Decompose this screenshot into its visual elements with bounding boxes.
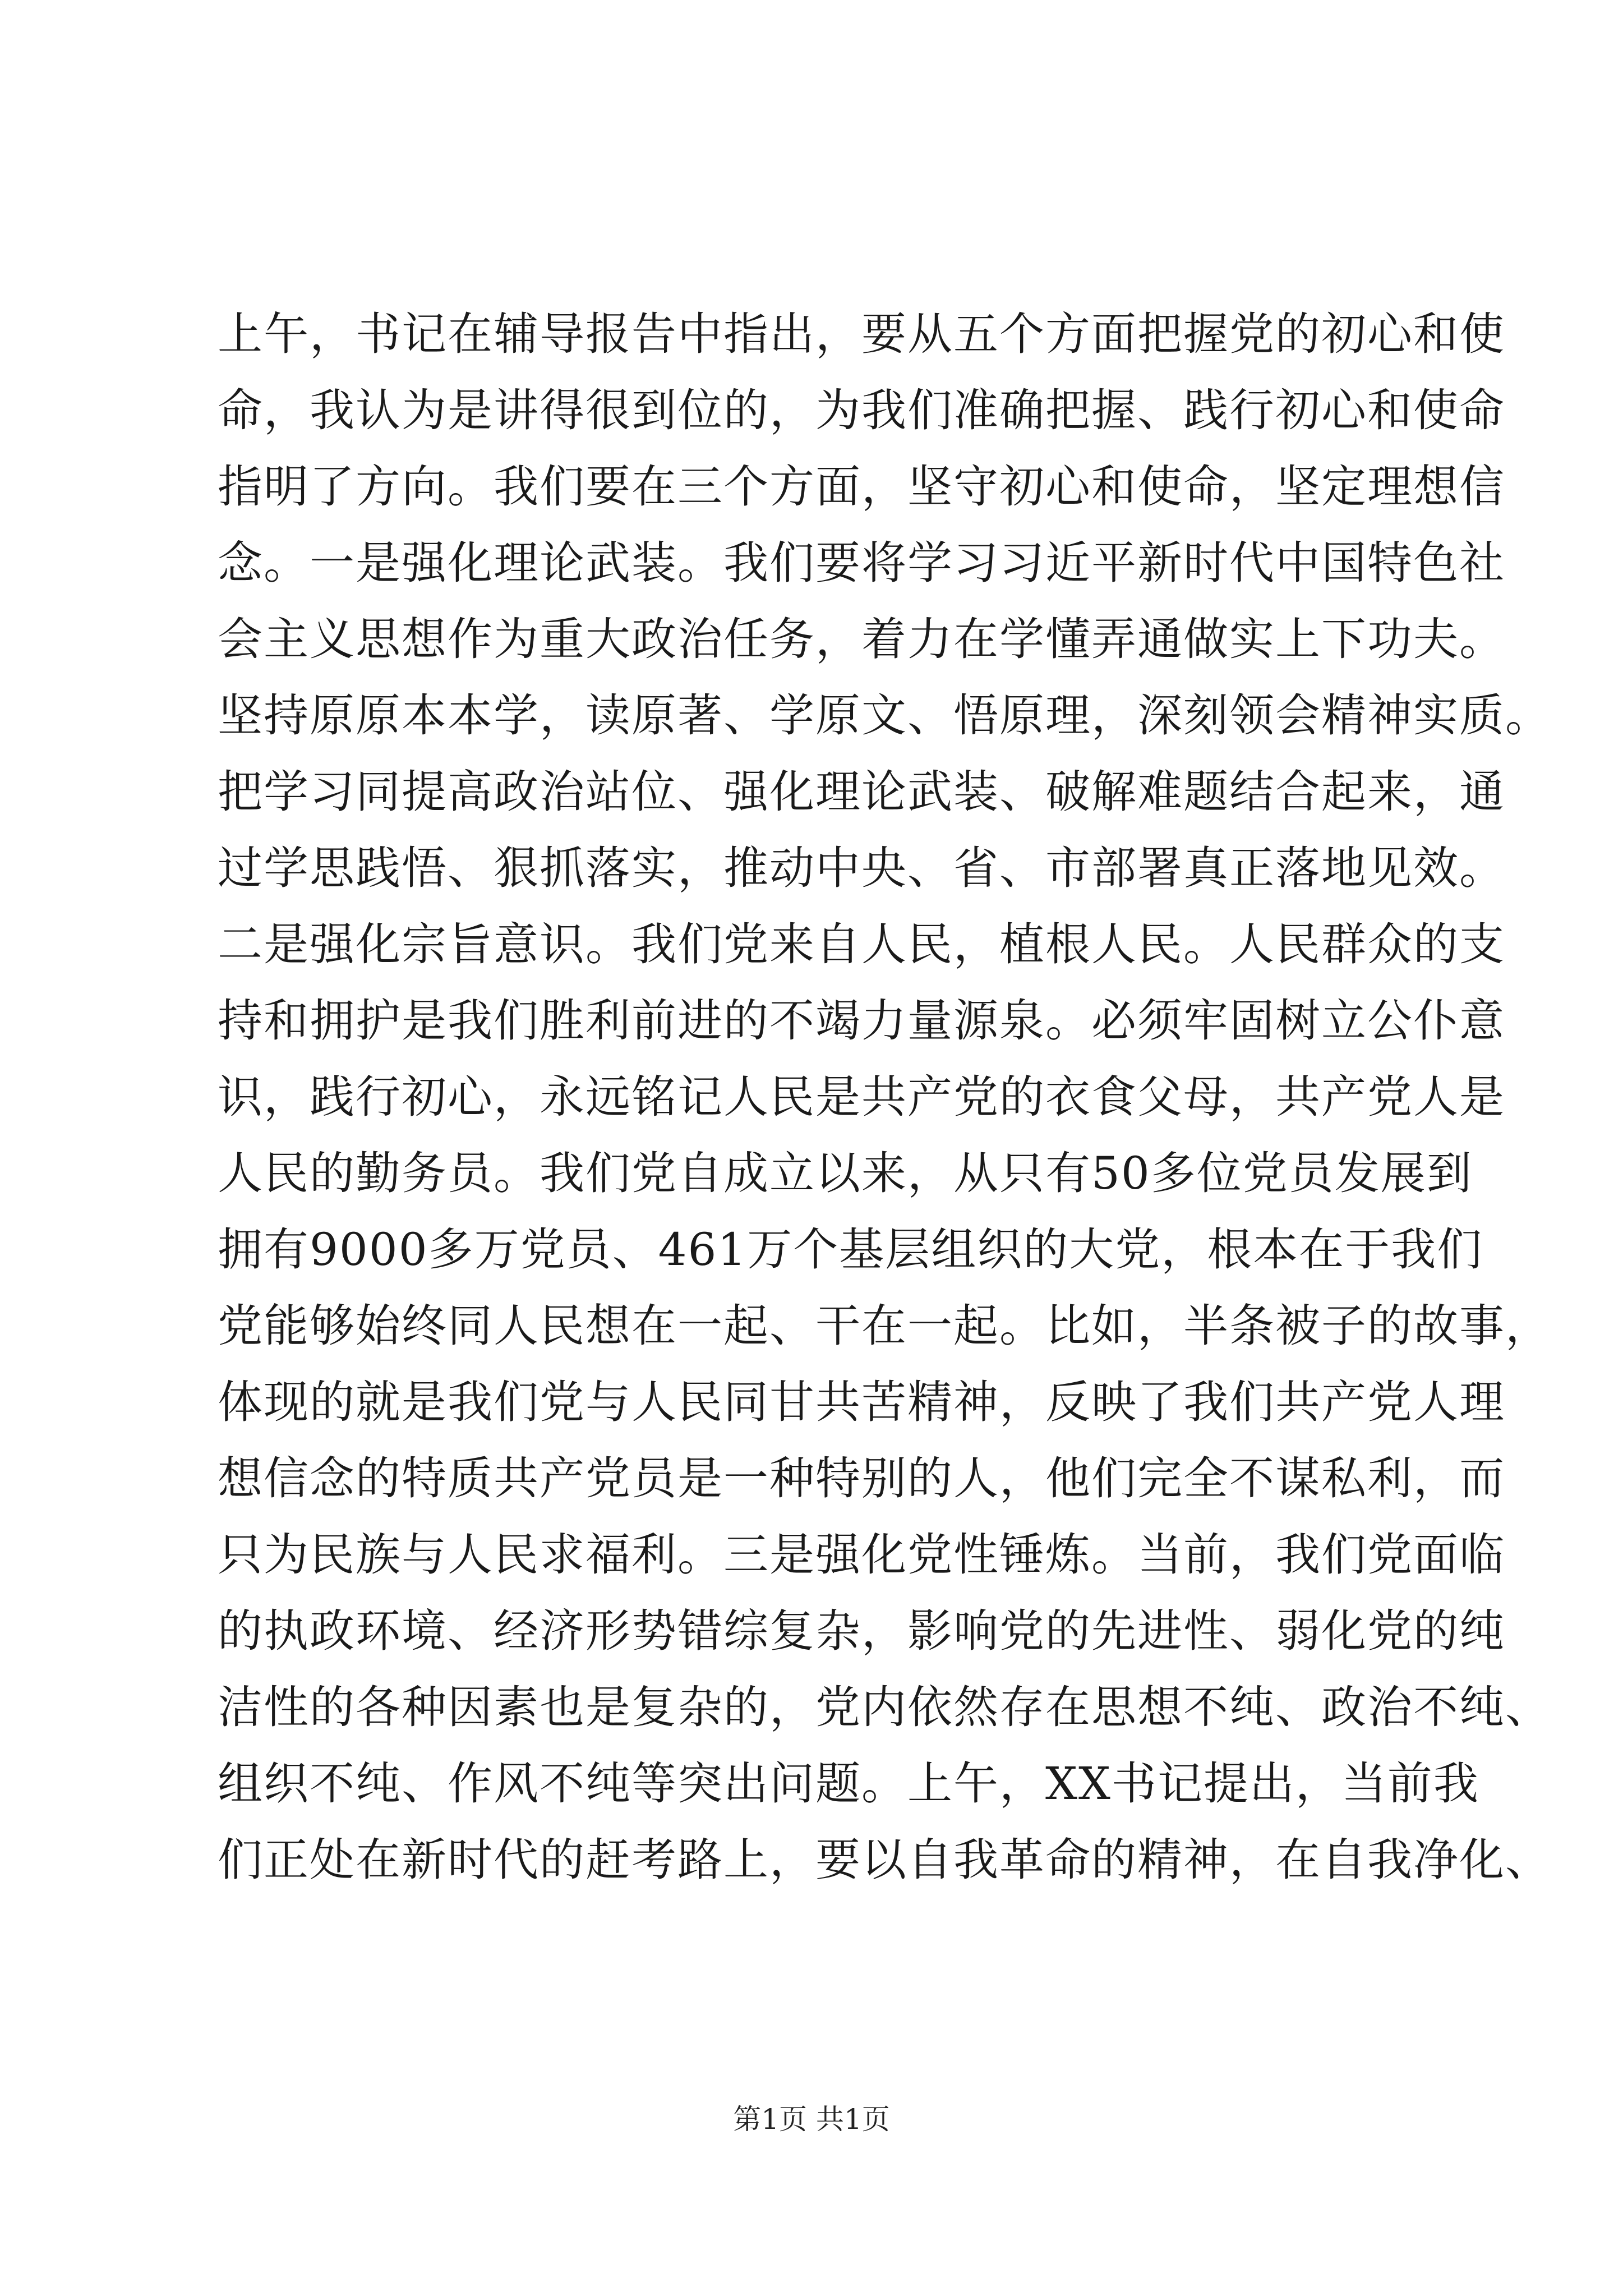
text-line: 二是强化宗旨意识。我们党来自人民，植根人民。人民群众的支: [218, 918, 1505, 970]
body-paragraph: [218, 296, 1551, 1898]
page-footer: [0, 2102, 1623, 2136]
text-line: 会主义思想作为重大政治任务，着力在学懂弄通做实上下功夫。: [218, 613, 1505, 665]
text-line: 们正处在新时代的赶考路上，要以自我革命的精神，在自我净化、: [218, 1834, 1551, 1886]
text-line: 坚持原原本本学，读原著、学原文、悟原理，深刻领会精神实质。: [218, 689, 1551, 742]
text-line: 人民的勤务员。我们党自成立以来，从只有50多位党员发展到: [218, 1147, 1473, 1199]
text-line: 识，践行初心，永远铭记人民是共产党的衣食父母，共产党人是: [218, 1071, 1505, 1123]
text-line: 想信念的特质共产党员是一种特别的人，他们完全不谋私利，而: [218, 1452, 1505, 1504]
text-line: 党能够始终同人民想在一起、干在一起。比如，半条被子的故事，: [218, 1300, 1551, 1352]
text-line: 组织不纯、作风不纯等突出问题。上午，XX书记提出，当前我: [218, 1757, 1479, 1810]
text-line: 上午，书记在辅导报告中指出，要从五个方面把握党的初心和使: [218, 308, 1505, 360]
text-line: 持和拥护是我们胜利前进的不竭力量源泉。必须牢固树立公仆意: [218, 995, 1505, 1047]
text-line: 拥有9000多万党员、461万个基层组织的大党，根本在于我们: [218, 1223, 1483, 1276]
text-line: 指明了方向。我们要在三个方面，坚守初心和使命，坚定理想信: [218, 461, 1505, 513]
text-line: 过学思践悟、狠抓落实，推动中央、省、市部署真正落地见效。: [218, 842, 1505, 894]
text-line: 把学习同提高政治站位、强化理论武装、破解难题结合起来，通: [218, 766, 1505, 818]
text-line: 命，我认为是讲得很到位的，为我们准确把握、践行初心和使命: [218, 384, 1505, 436]
text-line: 的执政环境、经济形势错综复杂，影响党的先进性、弱化党的纯: [218, 1605, 1505, 1657]
page-number-label: 第1页 共1页: [733, 2103, 890, 2136]
text-line: 只为民族与人民求福利。三是强化党性锤炼。当前，我们党面临: [218, 1529, 1505, 1581]
text-line: 念。一是强化理论武装。我们要将学习习近平新时代中国特色社: [218, 537, 1505, 589]
text-line: 洁性的各种因素也是复杂的，党内依然存在思想不纯、政治不纯、: [218, 1681, 1551, 1733]
text-line: 体现的就是我们党与人民同甘共苦精神，反映了我们共产党人理: [218, 1376, 1505, 1428]
